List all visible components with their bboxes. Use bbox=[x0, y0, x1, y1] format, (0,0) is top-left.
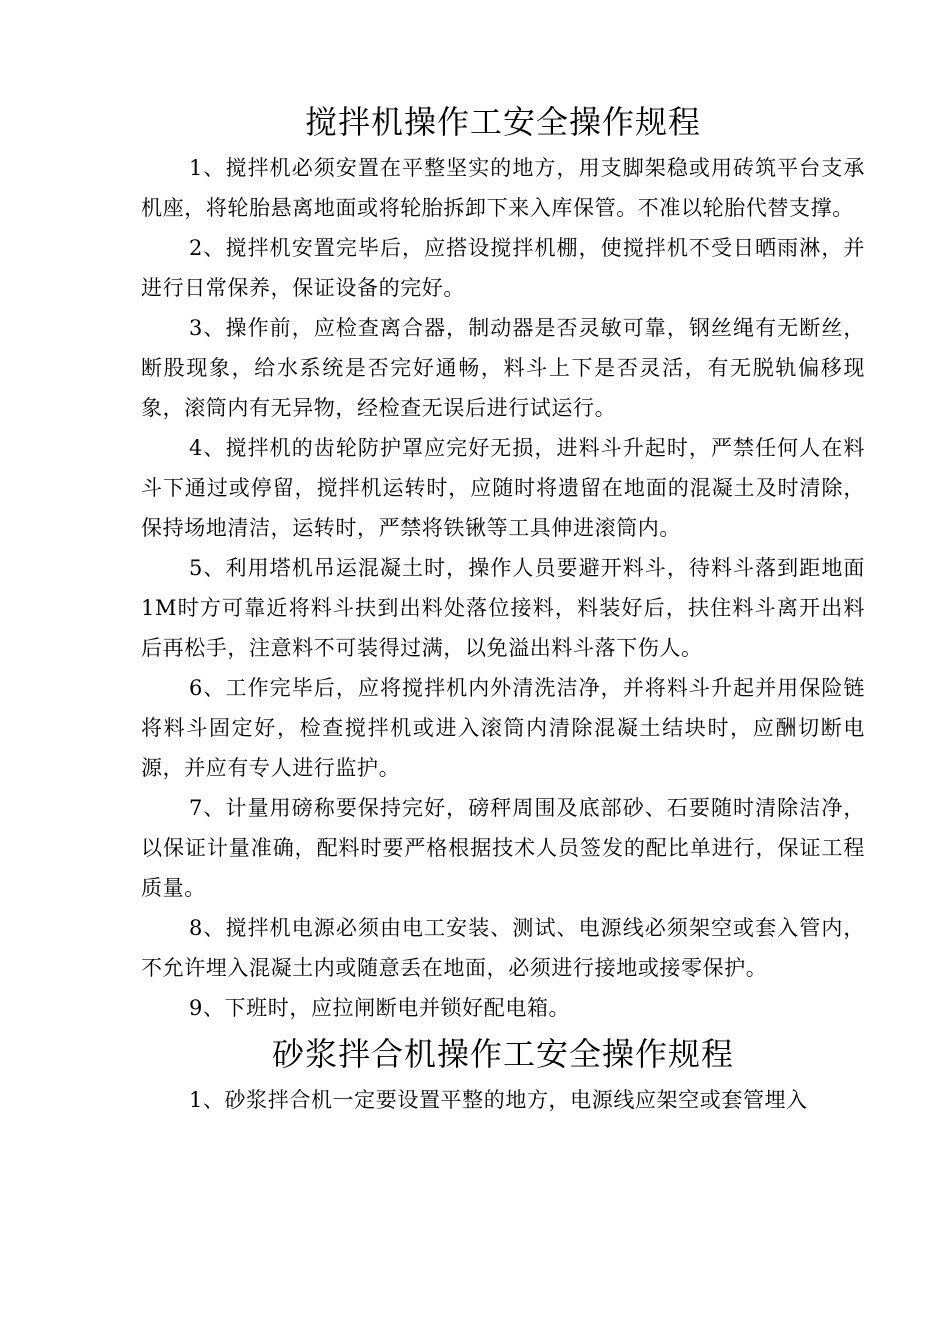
section-1-paragraph-5: 5、利用塔机吊运混凝土时，操作人员要避开料斗，待料斗落到距地面1M时方可靠近将料斗扶到出料处落位接料，料装好后，扶住料斗离开出料后再松手，注意料不可装得过满，以免溢出料斗落下伤人。 bbox=[141, 556, 865, 660]
section-1-paragraph-8: 8、搅拌机电源必须由电工安装、测试、电源线必须架空或套入管内，不允许埋入混凝土内或随意丢在地面，必须进行接地或接零保护。 bbox=[141, 916, 865, 980]
section-1-paragraph-7: 7、计量用磅称要保持完好，磅秤周围及底部砂、石要随时清除洁净，以保证计量准确，配料时要严格根据技术人员签发的配比单进行，保证工程质量。 bbox=[141, 796, 865, 900]
section-1-paragraph-6: 6、工作完毕后，应将搅拌机内外清洗洁净，并将料斗升起并用保险链将料斗固定好，检查搅拌机或进入滚筒内清除混凝土结块时，应酬切断电源，并应有专人进行监护。 bbox=[141, 676, 865, 780]
section-2-title: 砂浆拌合机操作工安全操作规程 bbox=[271, 1035, 734, 1073]
section-1-paragraph-3: 3、操作前，应检查离合器，制动器是否灵敏可靠，钢丝绳有无断丝，断股现象，给水系统是否完好通畅，料斗上下是否灵活，有无脱轨偏移现象，滚筒内有无异物，经检查无误后进行试运行。 bbox=[141, 316, 865, 420]
section-2-paragraph-1: 1、砂浆拌合机一定要设置平整的地方，电源线应架空或套管埋入 bbox=[189, 1088, 808, 1112]
section-1-paragraph-1: 1、搅拌机必须安置在平整坚实的地方，用支脚架稳或用砖筑平台支承机座，将轮胎悬离地面或将轮胎拆卸下来入库保管。不准以轮胎代替支撑。 bbox=[141, 156, 865, 220]
section-1-paragraph-4: 4、搅拌机的齿轮防护罩应完好无损，进料斗升起时，严禁任何人在料斗下通过或停留，搅拌机运转时，应随时将遗留在地面的混凝土及时清除，保持场地清洁，运转时，严禁将铁锹等工具伸进滚筒内。 bbox=[141, 436, 865, 540]
section-1-paragraph-2: 2、搅拌机安置完毕后，应搭设搅拌机棚，使搅拌机不受日晒雨淋，并进行日常保养，保证设备的完好。 bbox=[141, 236, 865, 300]
section-1-title: 搅拌机操作工安全操作规程 bbox=[304, 103, 701, 141]
document-content bbox=[141, 96, 865, 1120]
section-1-paragraph-9: 9、下班时，应拉闸断电并锁好配电箱。 bbox=[189, 996, 571, 1020]
